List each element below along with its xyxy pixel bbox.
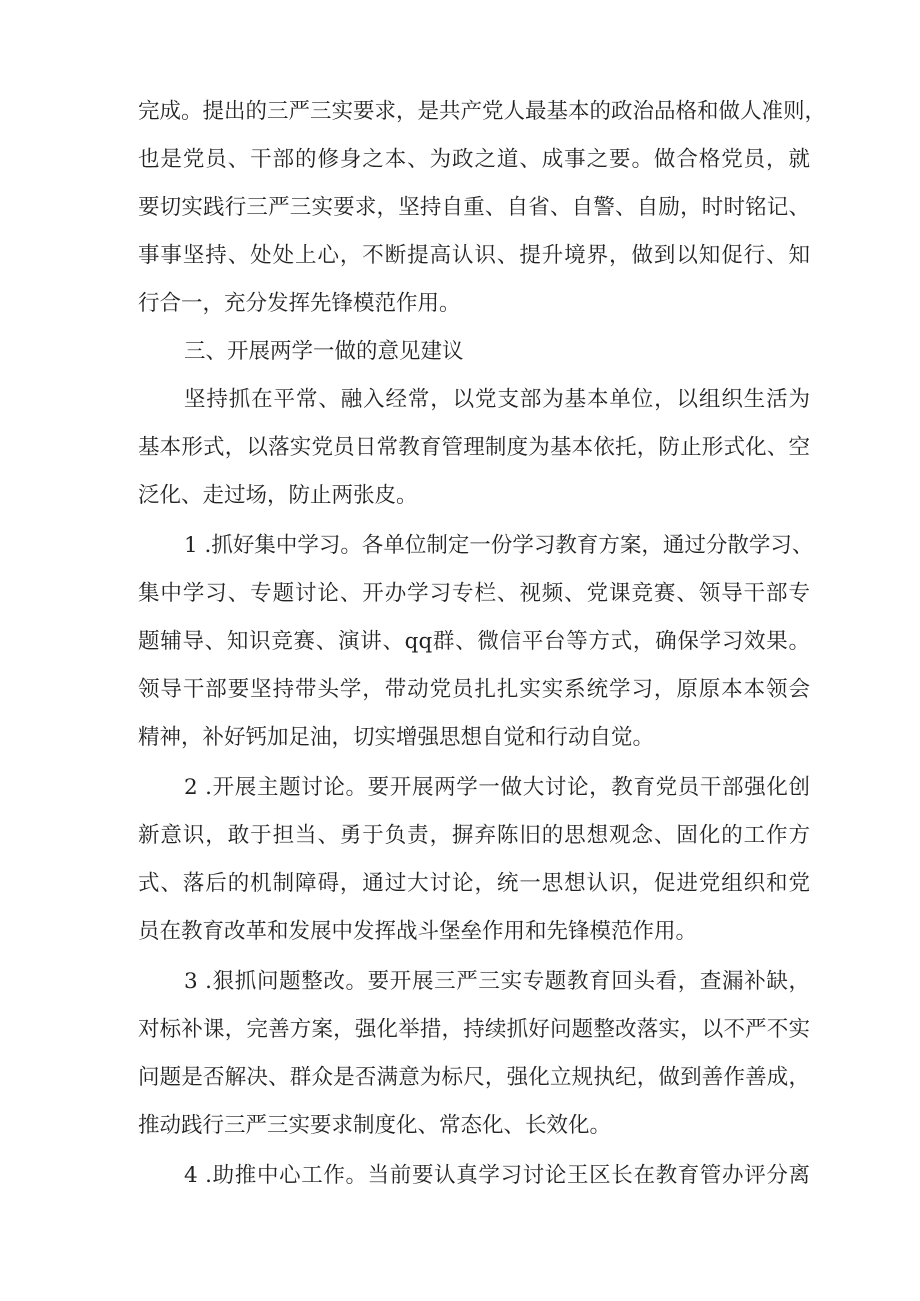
text-line: 题辅导、知识竞赛、演讲、qq群、微信平台等方式，确保学习效果。 xyxy=(138,629,810,654)
text-line: 精神，补好钙加足油，切实增强思想自觉和行动自觉。 xyxy=(138,725,655,750)
list-item-1-first-line: 1 .抓好集中学习。各单位制定一份学习教育方案，通过分散学习、 xyxy=(184,533,814,558)
text-line: 完成。提出的三严三实要求，是共产党人最基本的政治品格和做人准则， xyxy=(138,99,827,124)
text-line: 员在教育改革和发展中发挥战斗堡垒作用和先锋模范作用。 xyxy=(138,919,698,944)
list-item-4-first-line: 4 .助推中心工作。当前要认真学习讨论王区长在教育管办评分离 xyxy=(184,1163,810,1188)
text-line: 泛化、走过场，防止两张皮。 xyxy=(138,483,418,508)
text-line: 推动践行三严三实要求制度化、常态化、长效化。 xyxy=(138,1113,612,1138)
text-line: 也是党员、干部的修身之本、为政之道、成事之要。做合格党员，就 xyxy=(138,147,810,172)
text-line: 集中学习、专题讨论、开办学习专栏、视频、党课竞赛、领导干部专 xyxy=(138,581,810,606)
text-line: 基本形式，以落实党员日常教育管理制度为基本依托，防止形式化、空 xyxy=(138,435,810,460)
list-item-3-first-line: 3 .狠抓问题整改。要开展三严三实专题教育回头看，查漏补缺， xyxy=(184,969,810,994)
text-line: 要切实践行三严三实要求，坚持自重、自省、自警、自励，时时铭记、 xyxy=(138,195,810,220)
text-line: 事事坚持、处处上心，不断提高认识、提升境界，做到以知促行、知 xyxy=(138,243,810,268)
text-line: 对标补课，完善方案，强化举措，持续抓好问题整改落实，以不严不实 xyxy=(138,1017,810,1042)
text-line: 新意识，敢于担当、勇于负责，摒弃陈旧的思想观念、固化的工作方 xyxy=(138,823,810,848)
list-item-2-first-line: 2 .开展主题讨论。要开展两学一做大讨论，教育党员干部强化创 xyxy=(184,775,810,800)
section-heading: 三、开展两学一做的意见建议 xyxy=(184,339,464,364)
text-line: 领导干部要坚持带头学，带动党员扎扎实实系统学习，原原本本领会 xyxy=(138,677,810,702)
text-line: 行合一，充分发挥先锋模范作用。 xyxy=(138,291,461,316)
paragraph-first-line: 坚持抓在平常、融入经常，以党支部为基本单位，以组织生活为 xyxy=(184,387,810,412)
text-line: 式、落后的机制障碍，通过大讨论，统一思想认识，促进党组织和党 xyxy=(138,871,810,896)
text-line: 问题是否解决、群众是否满意为标尺，强化立规执纪，做到善作善成， xyxy=(138,1065,810,1090)
